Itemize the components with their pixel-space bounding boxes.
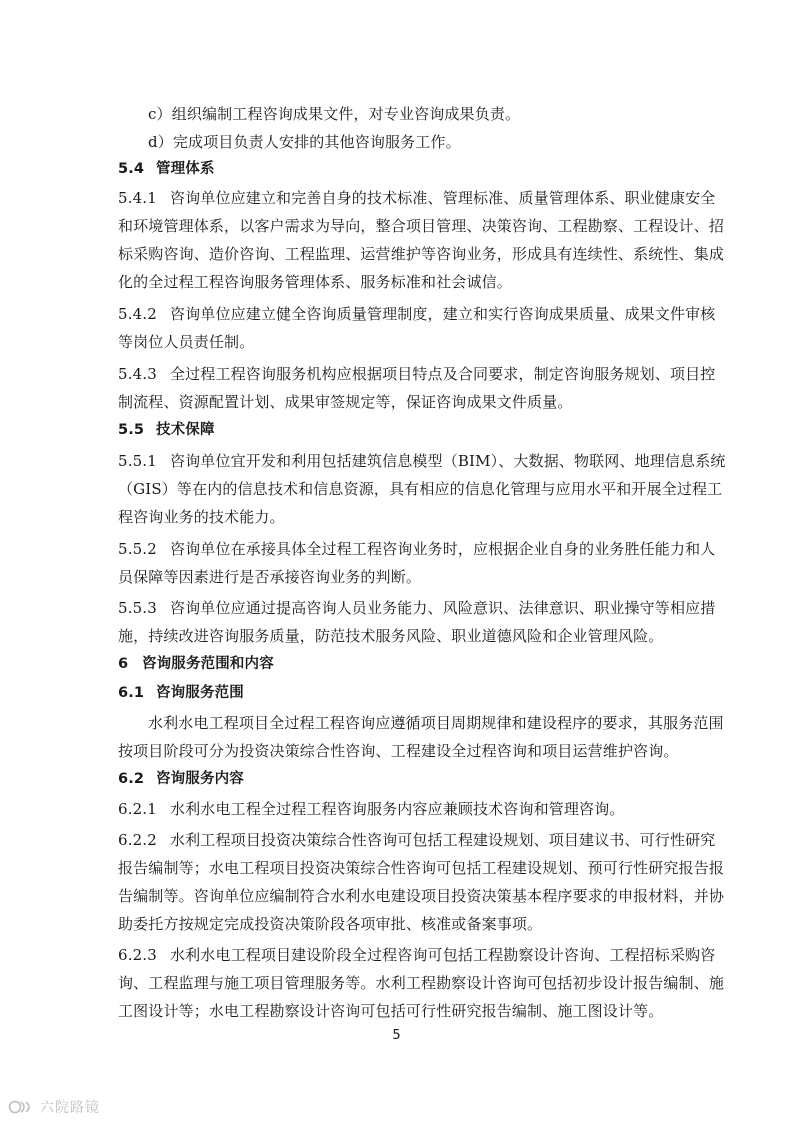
paragraph-line: 工图设计等；水电工程勘察设计咨询可包括可行性研究报告编制、施工图设计等。: [118, 1002, 664, 1020]
paragraph-line: 程咨询业务的技术能力。: [118, 508, 285, 526]
clause-5-5-3: 5.5.3 咨询单位应通过提高咨询人员业务能力、风险意识、法律意识、职业操守等相应措: [118, 599, 716, 617]
watermark-logo-icon: [8, 1098, 36, 1116]
paragraph-line: 助委托方按规定完成投资决策阶段各项审批、核准或备案事项。: [118, 915, 543, 933]
watermark: [8, 1097, 100, 1117]
section-heading-6-2: 6.2 咨询服务内容: [118, 771, 244, 787]
list-item-d: d）完成项目负责人安排的其他咨询服务工作。: [148, 133, 461, 151]
section-heading-6-1: 6.1 咨询服务范围: [118, 685, 244, 701]
paragraph-6-1: 水利水电工程项目全过程工程咨询应遵循项目周期规律和建设程序的要求，其服务范围: [148, 714, 724, 732]
paragraph-line: 按项目阶段可分为投资决策综合性咨询、工程建设全过程咨询和项目运营维护咨询。: [118, 742, 679, 760]
watermark-text: 六院路镜: [40, 1100, 100, 1116]
clause-6-2-3: 6.2.3 水利水电工程项目建设阶段全过程咨询可包括工程勘察设计咨询、工程招标采购咨: [118, 946, 716, 964]
paragraph-line: 员保障等因素进行是否承接咨询业务的判断。: [118, 568, 422, 586]
chapter-heading-6: 6 咨询服务范围和内容: [118, 656, 274, 672]
paragraph-line: 施，持续改进咨询服务质量，防范技术服务风险、职业道德风险和企业管理风险。: [118, 627, 664, 645]
paragraph-line: 制流程、资源配置计划、成果审签规定等，保证咨询成果文件质量。: [118, 393, 573, 411]
page-number: 5: [392, 1028, 401, 1043]
paragraph-line: 询、工程监理与施工项目管理服务等。水利工程勘察设计咨询可包括初步设计报告编制、施: [118, 974, 725, 992]
clause-5-4-1: 5.4.1 咨询单位应建立和完善自身的技术标准、管理标准、质量管理体系、职业健康安全: [118, 189, 716, 207]
paragraph-line: 标采购咨询、造价咨询、工程监理、运营维护等咨询业务，形成具有连续性、系统性、集成: [118, 245, 725, 263]
paragraph-line: 化的全过程工程咨询服务管理体系、服务标准和社会诚信。: [118, 273, 512, 291]
clause-5-4-2: 5.4.2 咨询单位应建立健全咨询质量管理制度，建立和实行咨询成果质量、成果文件审核: [118, 305, 716, 323]
clause-5-5-2: 5.5.2 咨询单位在承接具体全过程工程咨询业务时，应根据企业自身的业务胜任能力和人: [118, 540, 716, 558]
paragraph-line: 报告编制等；水电工程项目投资决策综合性咨询可包括工程建设规划、预可行性研究报告报: [118, 859, 725, 877]
clause-5-4-3: 5.4.3 全过程工程咨询服务机构应根据项目特点及合同要求，制定咨询服务规划、项目控: [118, 365, 716, 383]
paragraph-line: 等岗位人员责任制。: [118, 333, 255, 351]
paragraph-line: 告编制等。咨询单位应编制符合水利水电建设项目投资决策基本程序要求的申报材料，并协: [118, 887, 725, 905]
paragraph-line: 和环境管理体系，以客户需求为导向，整合项目管理、决策咨询、工程勘察、工程设计、招: [118, 217, 725, 235]
section-heading-5-4: 5.4 管理体系: [118, 161, 215, 177]
list-item-c: c）组织编制工程咨询成果文件，对专业咨询成果负责。: [148, 105, 521, 123]
clause-6-2-1: 6.2.1 水利水电工程全过程工程咨询服务内容应兼顾技术咨询和管理咨询。: [118, 800, 625, 818]
section-heading-5-5: 5.5 技术保障: [118, 422, 215, 438]
clause-6-2-2: 6.2.2 水利工程项目投资决策综合性咨询可包括工程建设规划、项目建议书、可行性研究: [118, 831, 716, 849]
clause-5-5-1: 5.5.1 咨询单位宜开发和利用包括建筑信息模型（BIM）、大数据、物联网、地理信息系统: [118, 452, 726, 470]
paragraph-line: （GIS）等在内的信息技术和信息资源，具有相应的信息化管理与应用水平和开展全过程工: [118, 480, 723, 498]
